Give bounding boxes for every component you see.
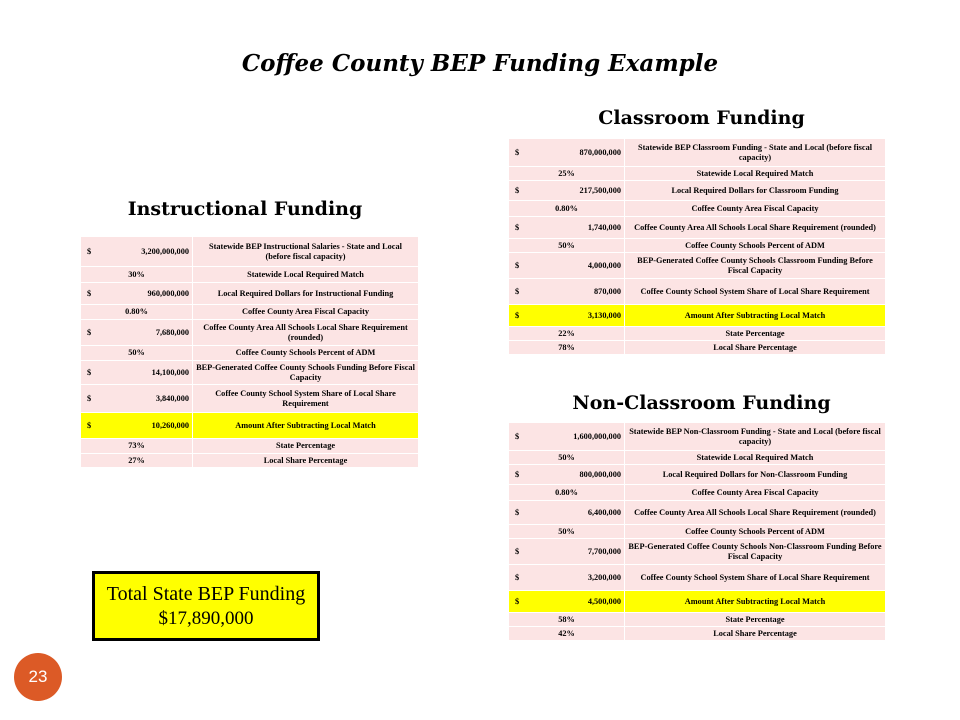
currency-symbol: $: [515, 572, 520, 582]
amount-cell: [509, 423, 625, 451]
description-cell: Coffee County Area Fiscal Capacity: [625, 201, 886, 217]
description-cell: BEP-Generated Coffee County Schools Classroom Funding Before Fiscal Capacity: [625, 253, 886, 279]
instructional-table: [80, 236, 419, 468]
description-cell: Amount After Subtracting Local Match: [625, 591, 886, 613]
description-cell: Local Required Dollars for Classroom Funding: [625, 181, 886, 201]
table-row: [509, 539, 886, 565]
classroom-table: [508, 138, 886, 355]
amount-value: 3,200,000,000: [141, 246, 189, 256]
description-cell: Coffee County School System Share of Local Share Requirement: [625, 279, 886, 305]
amount-cell: [509, 139, 625, 167]
table-row: [509, 201, 886, 217]
currency-symbol: $: [87, 246, 92, 256]
table-row: [509, 525, 886, 539]
description-cell: Statewide BEP Classroom Funding - State and Local (before fiscal capacity): [625, 139, 886, 167]
amount-cell: [81, 283, 193, 305]
currency-symbol: $: [87, 288, 92, 298]
amount-value: 4,500,000: [587, 596, 621, 606]
table-row: [509, 167, 886, 181]
table-row: [81, 320, 419, 346]
nonclassroom-table: [508, 422, 886, 641]
description-cell: BEP-Generated Coffee County Schools Funding Before Fiscal Capacity: [193, 361, 419, 385]
amount-value: 4,000,000: [587, 260, 621, 270]
amount-value: 870,000: [594, 286, 621, 296]
amount-value: 7,680,000: [155, 327, 189, 337]
amount-cell: [509, 465, 625, 485]
description-cell: State Percentage: [625, 327, 886, 341]
currency-symbol: $: [87, 420, 92, 430]
amount-cell: 0.80%: [81, 305, 193, 320]
description-cell: Statewide Local Required Match: [625, 167, 886, 181]
table-row: [509, 627, 886, 641]
table-row: [509, 181, 886, 201]
currency-symbol: $: [515, 507, 520, 517]
amount-value: 10,260,000: [151, 420, 189, 430]
description-cell: Local Share Percentage: [193, 454, 419, 468]
table-row: [81, 361, 419, 385]
amount-cell: [81, 320, 193, 346]
amount-value: 217,500,000: [579, 185, 621, 195]
table-row: [509, 341, 886, 355]
classroom-heading: Classroom Funding: [598, 107, 805, 129]
amount-cell: 50%: [509, 451, 625, 465]
table-row: [509, 239, 886, 253]
description-cell: BEP-Generated Coffee County Schools Non-Classroom Funding Before Fiscal Capacity: [625, 539, 886, 565]
currency-symbol: $: [515, 596, 520, 606]
table-row: [509, 451, 886, 465]
amount-cell: 50%: [81, 346, 193, 361]
description-cell: Statewide BEP Instructional Salaries - State and Local (before fiscal capacity): [193, 237, 419, 267]
slide-title: Coffee County BEP Funding Example: [241, 50, 719, 77]
amount-cell: 0.80%: [509, 201, 625, 217]
description-cell: Coffee County Schools Percent of ADM: [625, 525, 886, 539]
description-cell: Local Required Dollars for Instructional Funding: [193, 283, 419, 305]
currency-symbol: $: [515, 469, 520, 479]
amount-cell: 42%: [509, 627, 625, 641]
table-row: [81, 439, 419, 454]
amount-cell: [81, 237, 193, 267]
amount-value: 1,740,000: [587, 222, 621, 232]
table-row: [81, 346, 419, 361]
currency-symbol: $: [515, 286, 520, 296]
table-row: [509, 591, 886, 613]
currency-symbol: $: [515, 185, 520, 195]
description-cell: Coffee County Area Fiscal Capacity: [625, 485, 886, 501]
amount-value: 870,000,000: [579, 147, 621, 157]
amount-cell: 50%: [509, 525, 625, 539]
description-cell: Coffee County Area All Schools Local Share Requirement (rounded): [625, 217, 886, 239]
amount-cell: [509, 253, 625, 279]
amount-cell: [81, 385, 193, 413]
amount-cell: [509, 181, 625, 201]
amount-cell: 30%: [81, 267, 193, 283]
amount-value: 1,600,000,000: [573, 431, 621, 441]
table-row: [81, 385, 419, 413]
amount-cell: [509, 217, 625, 239]
amount-cell: [81, 361, 193, 385]
currency-symbol: $: [515, 431, 520, 441]
description-cell: State Percentage: [625, 613, 886, 627]
amount-cell: 0.80%: [509, 485, 625, 501]
total-state-bep-box: [92, 571, 320, 641]
description-cell: Local Share Percentage: [625, 627, 886, 641]
description-cell: Local Required Dollars for Non-Classroom Funding: [625, 465, 886, 485]
currency-symbol: $: [87, 367, 92, 377]
description-cell: Coffee County Area All Schools Local Share Requirement (rounded): [193, 320, 419, 346]
table-row: [509, 485, 886, 501]
amount-cell: 58%: [509, 613, 625, 627]
description-cell: Coffee County Schools Percent of ADM: [625, 239, 886, 253]
amount-cell: [509, 279, 625, 305]
table-row: [509, 565, 886, 591]
amount-cell: [509, 565, 625, 591]
table-row: [81, 237, 419, 267]
table-row: [81, 413, 419, 439]
currency-symbol: $: [87, 327, 92, 337]
table-row: [509, 613, 886, 627]
table-row: [81, 267, 419, 283]
currency-symbol: $: [515, 147, 520, 157]
amount-cell: [509, 501, 625, 525]
currency-symbol: $: [515, 546, 520, 556]
amount-cell: 73%: [81, 439, 193, 454]
description-cell: Statewide Local Required Match: [625, 451, 886, 465]
description-cell: Local Share Percentage: [625, 341, 886, 355]
currency-symbol: $: [87, 393, 92, 403]
amount-cell: 78%: [509, 341, 625, 355]
description-cell: State Percentage: [193, 439, 419, 454]
table-row: [509, 139, 886, 167]
amount-cell: [509, 591, 625, 613]
amount-cell: [509, 305, 625, 327]
amount-value: 6,400,000: [587, 507, 621, 517]
amount-value: 960,000,000: [147, 288, 189, 298]
description-cell: Coffee County Area Fiscal Capacity: [193, 305, 419, 320]
currency-symbol: $: [515, 310, 520, 320]
description-cell: Coffee County Schools Percent of ADM: [193, 346, 419, 361]
table-row: [81, 305, 419, 320]
table-row: [509, 279, 886, 305]
instructional-heading: Instructional Funding: [127, 198, 363, 220]
amount-cell: [509, 539, 625, 565]
table-row: [81, 283, 419, 305]
amount-cell: 22%: [509, 327, 625, 341]
table-row: [509, 423, 886, 451]
description-cell: Amount After Subtracting Local Match: [193, 413, 419, 439]
description-cell: Statewide Local Required Match: [193, 267, 419, 283]
description-cell: Statewide BEP Non-Classroom Funding - State and Local (before fiscal capacity): [625, 423, 886, 451]
amount-value: 3,840,000: [155, 393, 189, 403]
table-row: [509, 501, 886, 525]
total-label: Total State BEP Funding: [106, 582, 306, 605]
table-row: [509, 217, 886, 239]
table-row: [81, 454, 419, 468]
amount-value: 800,000,000: [579, 469, 621, 479]
description-cell: Amount After Subtracting Local Match: [625, 305, 886, 327]
amount-cell: 27%: [81, 454, 193, 468]
description-cell: Coffee County School System Share of Local Share Requirement: [625, 565, 886, 591]
amount-cell: 25%: [509, 167, 625, 181]
description-cell: Coffee County School System Share of Local Share Requirement: [193, 385, 419, 413]
table-row: [509, 327, 886, 341]
amount-cell: 50%: [509, 239, 625, 253]
table-row: [509, 305, 886, 327]
amount-value: 14,100,000: [151, 367, 189, 377]
table-row: [509, 253, 886, 279]
currency-symbol: $: [515, 222, 520, 232]
amount-value: 7,700,000: [587, 546, 621, 556]
currency-symbol: $: [515, 260, 520, 270]
total-value: $17,890,000: [158, 607, 254, 629]
table-row: [509, 465, 886, 485]
description-cell: Coffee County Area All Schools Local Share Requirement (rounded): [625, 501, 886, 525]
amount-cell: [81, 413, 193, 439]
amount-value: 3,200,000: [587, 572, 621, 582]
page-number-badge: 23: [14, 653, 62, 701]
nonclassroom-heading: Non-Classroom Funding: [572, 392, 831, 414]
amount-value: 3,130,000: [587, 310, 621, 320]
